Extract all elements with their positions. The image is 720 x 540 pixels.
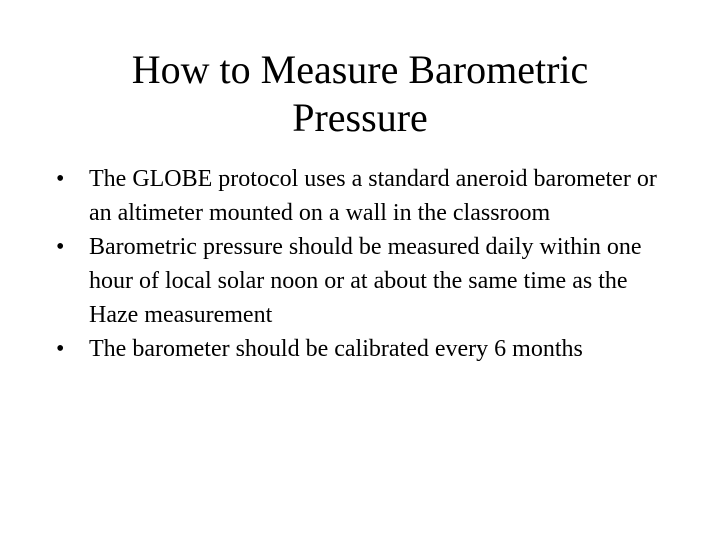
- list-item: [56, 230, 676, 332]
- bullet-icon: •: [56, 166, 65, 192]
- bullet-icon: •: [56, 234, 65, 260]
- bullet-text: The GLOBE protocol uses a standard aneroid barometer or an altimeter mounted on a wall in the classroom: [89, 166, 657, 226]
- list-item: [56, 162, 676, 230]
- bullet-text: Barometric pressure should be measured daily within one hour of local solar noon or at about the same time as the Haze measurement: [89, 234, 642, 328]
- bullet-list: [56, 162, 676, 366]
- slide-title: How to Measure Barometric Pressure: [131, 47, 589, 140]
- list-item: [56, 332, 676, 366]
- bullet-icon: •: [56, 336, 65, 362]
- bullet-text: The barometer should be calibrated every 6 months: [89, 336, 583, 362]
